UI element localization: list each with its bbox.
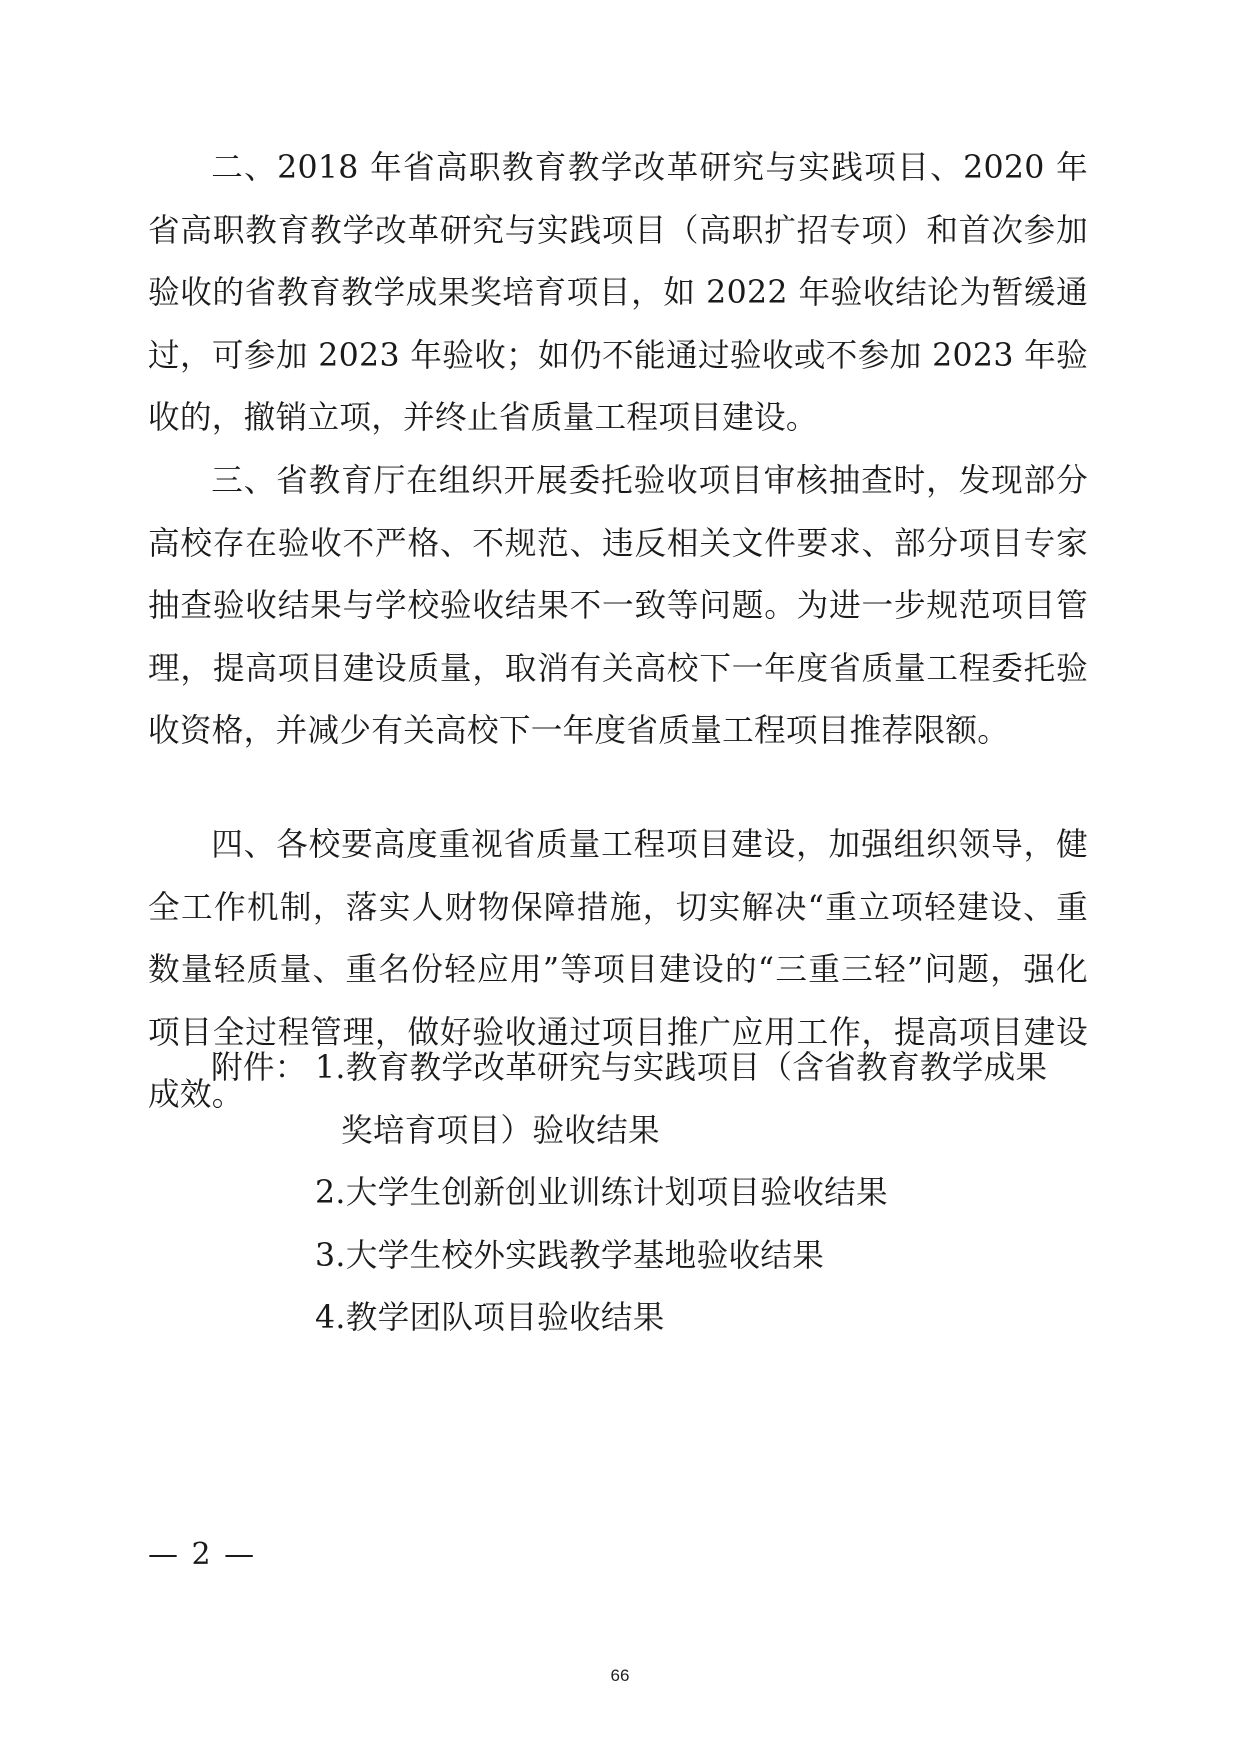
attachment-item-3: 3.大学生校外实践教学基地验收结果	[315, 1237, 825, 1274]
attachment-item-2: 2.大学生创新创业训练计划项目验收结果	[315, 1175, 888, 1211]
attachments-list	[148, 1037, 1088, 1350]
attachment-item-1-continued: 奖培育项目）验收结果	[341, 1112, 660, 1149]
page-number: — 2 —	[148, 1537, 257, 1572]
paragraph-item-4: 四、各校要高度重视省质量工程项目建设，加强组织领导，健全工作机制，落实人财物保障措施，切实解决“重立项轻建设、重数量轻质量、重名份轻应用”等项目建设的“三重三轻”问题，强化项目全过程管理，做好验收通过项目推广应用工作，提高项目建设成效。	[148, 827, 1088, 1113]
attachment-row-1-continued	[148, 1100, 1088, 1163]
footer-page-number: 66	[610, 1666, 630, 1685]
attachment-row-2	[148, 1162, 1088, 1225]
attachment-item-4: 4.教学团队项目验收结果	[315, 1300, 665, 1336]
attachments-prefix: 附件：	[211, 1050, 307, 1086]
attachment-row-3	[148, 1225, 1088, 1288]
attachment-row-1	[148, 1037, 1088, 1100]
paragraph-item-3: 三、省教育厅在组织开展委托验收项目审核抽查时，发现部分高校存在验收不严格、不规范、违反相关文件要求、部分项目专家抽查验收结果与学校验收结果不一致等问题。为进一步规范项目管理，提高项目建设质量，取消有关高校下一年度省质量工程委托验收资格，并减少有关高校下一年度省质量工程项目推荐限额。	[148, 463, 1088, 749]
paragraph-item-2: 二、2018 年省高职教育教学改革研究与实践项目、2020 年省高职教育教学改革研究与实践项目（高职扩招专项）和首次参加验收的省教育教学成果奖培育项目，如 2022 年验收结论为暂缓通过，可参加 2023 年验收；如仍不能通过验收或不参加 2023 年验收的，撤销立项，并终止省质量工程项目建设。	[148, 150, 1088, 436]
attachment-row-4	[148, 1287, 1088, 1350]
attachment-item-1: 1.教育教学改革研究与实践项目（含省教育教学成果	[315, 1050, 1048, 1086]
